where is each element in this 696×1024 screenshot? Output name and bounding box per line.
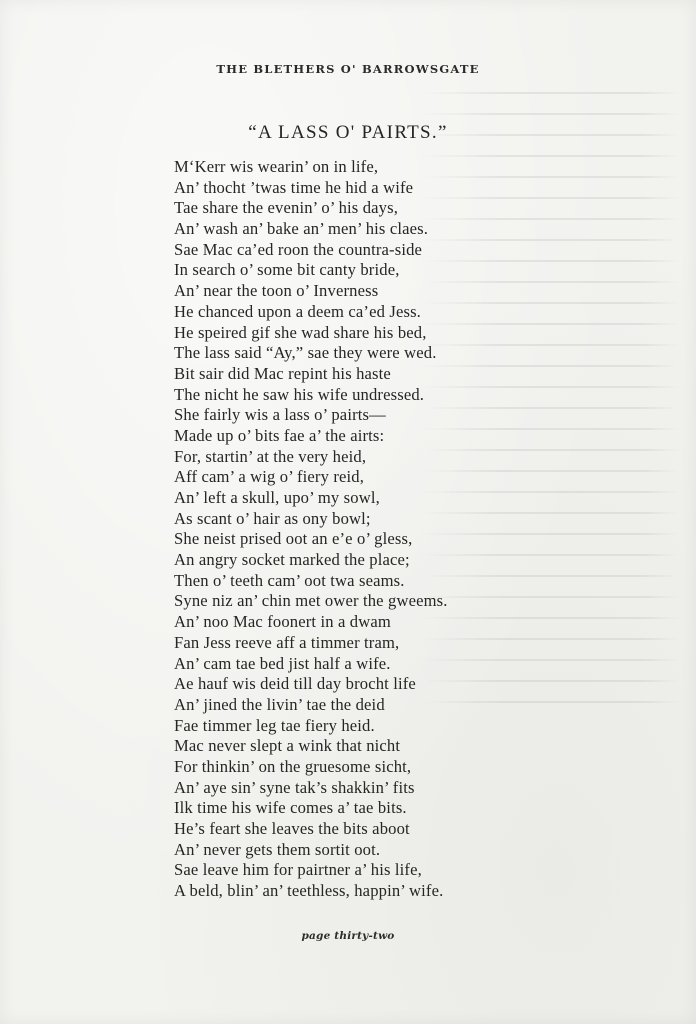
poem-line: The nicht he saw his wife undressed. [174, 384, 425, 404]
poem-line: She neist prised oot an e’e o’ gless, [174, 529, 413, 549]
poem-line: An’ near the toon o’ Inverness [174, 281, 379, 301]
poem-line: An angry socket marked the place; [174, 550, 410, 570]
poem-line: She fairly wis a lass o’ pairts— [174, 405, 386, 425]
poem-line: Bit sair did Mac repint his haste [174, 363, 391, 383]
poem-line: An’ cam tae bed jist half a wife. [174, 653, 391, 673]
poem-line: An’ left a skull, upo’ my sowl, [174, 488, 380, 507]
poem-line: Sae Mac ca’ed roon the countra-side [174, 239, 423, 259]
poem-line: He speired gif she wad share his bed, [174, 322, 427, 342]
page-number: page thirty-two [301, 930, 395, 942]
poem-line: An’ noo Mac foonert in a dwam [174, 612, 391, 632]
poem-line: Fan Jess reeve aff a timmer tram, [174, 632, 400, 652]
poem-line: An’ jined the livin’ tae the deid [174, 694, 385, 714]
poem-line: Ae hauf wis deid till day brocht life [174, 674, 416, 694]
poem-line: For, startin’ at the very heid, [174, 446, 367, 466]
poem-line: Sae leave him for pairtner a’ his life, [174, 860, 422, 880]
poem-line: For thinkin’ on the gruesome sicht, [174, 756, 412, 776]
poem-line: M‘Kerr wis wearin’ on in life, [174, 157, 379, 176]
poem-line: An’ wash an’ bake an’ men’ his claes. [174, 219, 429, 239]
poem-line: In search o’ some bit canty bride, [174, 260, 400, 280]
poem-line: An’ never gets them sortit oot. [174, 839, 381, 859]
poem-line: Then o’ teeth cam’ oot twa seams. [174, 570, 405, 590]
poem-title: “A LASS O' PAIRTS.” [248, 122, 448, 143]
poem-line: The lass said “Ay,” sae they were wed. [174, 343, 437, 363]
running-head: THE BLETHERS O' BARROWSGATE [216, 62, 480, 76]
poem-body [174, 157, 574, 902]
poem-line: Tae share the evenin’ o’ his days, [174, 198, 399, 218]
poem-line: He chanced upon a deem ca’ed Jess. [174, 301, 421, 321]
poem-line: An’ aye sin’ syne tak’s shakkin’ fits [174, 777, 415, 797]
poem-line: Mac never slept a wink that nicht [174, 736, 401, 756]
poem-line: An’ thocht ’twas time he hid a wife [174, 177, 414, 197]
poem-line: Syne niz an’ chin met ower the gweems. [174, 591, 448, 611]
poem-line: Ilk time his wife comes a’ tae bits. [174, 798, 407, 818]
poem-line: Fae timmer leg tae fiery heid. [174, 715, 375, 735]
poem-line: A beld, blin’ an’ teethless, happin’ wife. [174, 881, 444, 901]
poem-line: Made up o’ bits fae a’ the airts: [174, 425, 385, 445]
poem-line: He’s feart she leaves the bits aboot [174, 819, 410, 838]
poem-line: Aff cam’ a wig o’ fiery reid, [174, 467, 365, 487]
poem-line: As scant o’ hair as ony bowl; [174, 508, 371, 528]
